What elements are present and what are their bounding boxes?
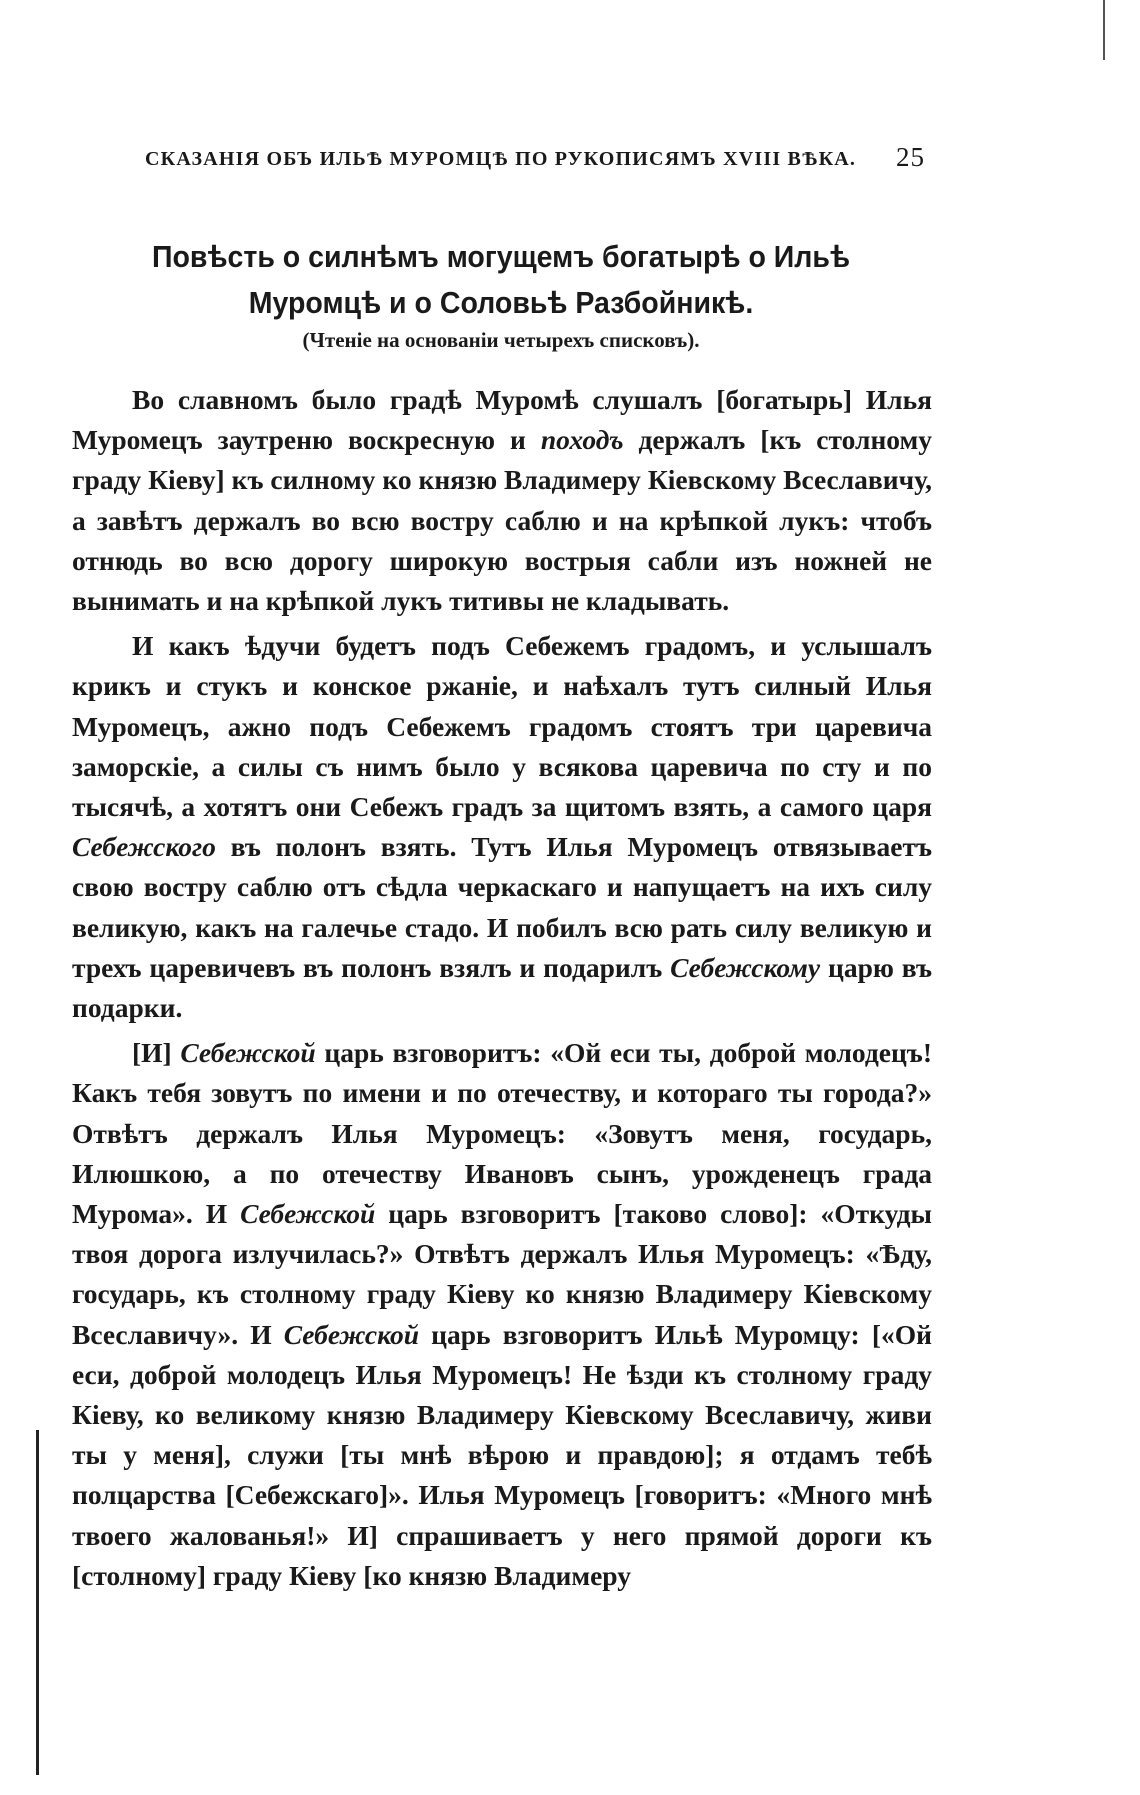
scan-edge-mark [1103,0,1105,60]
page-number: 25 [896,142,925,172]
story-subtitle: (Чтеніе на основаніи четырехъ списковъ). [302,328,700,352]
running-head [145,142,925,172]
paragraph-1: Во славномъ было градѣ Муромѣ слушалъ [богатырь] Илья Муромецъ заутреню воскресную и походъ держалъ [къ столному граду Кіеву] къ силному ко князю Владимеру Кіевскому Всеславичу, а завѣтъ держалъ во всю востру саблю и на крѣпкой лукъ: чтобъ отнюдь во всю дорогу широкую вострыя сабли изъ ножней не вынимать и на крѣпкой лукъ титивы не кладывать. [72,384,933,617]
scan-margin-line [36,1430,39,1775]
running-head-title: СКАЗАНІЯ ОБЪ ИЛЬѢ МУРОМЦѢ ПО РУКОПИСЯМЪ XVIII ВѢКА. [145,148,857,170]
paragraph-3: [И] Себежской царь взговоритъ: «Ой еси ты, доброй молодецъ! Какъ тебя зовутъ по имени и по отечеству, и котораго ты города?» Отвѣтъ держалъ Илья Муромецъ: «Зовутъ меня, государь, Илюшкою, а по отечеству Ивановъ сынъ, урожденецъ града Мурома». И Себежской царь взговоритъ [таково слово]: «Откуды твоя дорога излучилась?» Отвѣтъ держалъ Илья Муромецъ: «Ѣду, государь, къ столному граду Кіеву ко князю Владимеру Кіевскому Всеславичу». И Себежской царь взговоритъ Ильѣ Муромцу: [«Ой еси, доброй молодецъ Илья Муромецъ! Не ѣзди къ столному граду Кіеву, ко великому князю Владимеру Кіевскому Всеславичу, живи ты у меня], служи [ты мнѣ вѣрою и правдою]; я отдамъ тебѣ полцарства [Себежскаго]». Илья Муромецъ [говоритъ: «Много мнѣ твоего жалованья!» И] спрашиваетъ у него прямой дороги къ [столному] граду Кіеву [ко князю Владимеру [72,1037,932,1591]
story-title: Повѣсть о силнѣмъ могущемъ богатырѣ о Ильѣ Муромцѣ и о Соловьѣ Разбойникѣ. [152,239,850,320]
paragraph-2: И какъ ѣдучи будетъ подъ Себежемъ градомъ, и услышалъ крикъ и стукъ и конское ржаніе, и наѣхалъ тутъ силный Илья Муромецъ, ажно подъ Себежемъ градомъ стоятъ три царевича заморскіе, а силы съ нимъ было у всякова царевича по сту и по тысячѣ, а хотятъ они Себежъ градъ за щитомъ взять, а самого царя Себежского въ полонъ взять. Тутъ Илья Муромецъ отвязываетъ свою востру саблю отъ сѣдла черкаскаго и напущаетъ на ихъ силу великую, какъ на галечье стадо. И побилъ всю рать силу великую и трехъ царевичевъ въ полонъ взялъ и подарилъ Себежскому царю въ подарки. [72,630,932,1024]
body-text [72,380,932,1596]
